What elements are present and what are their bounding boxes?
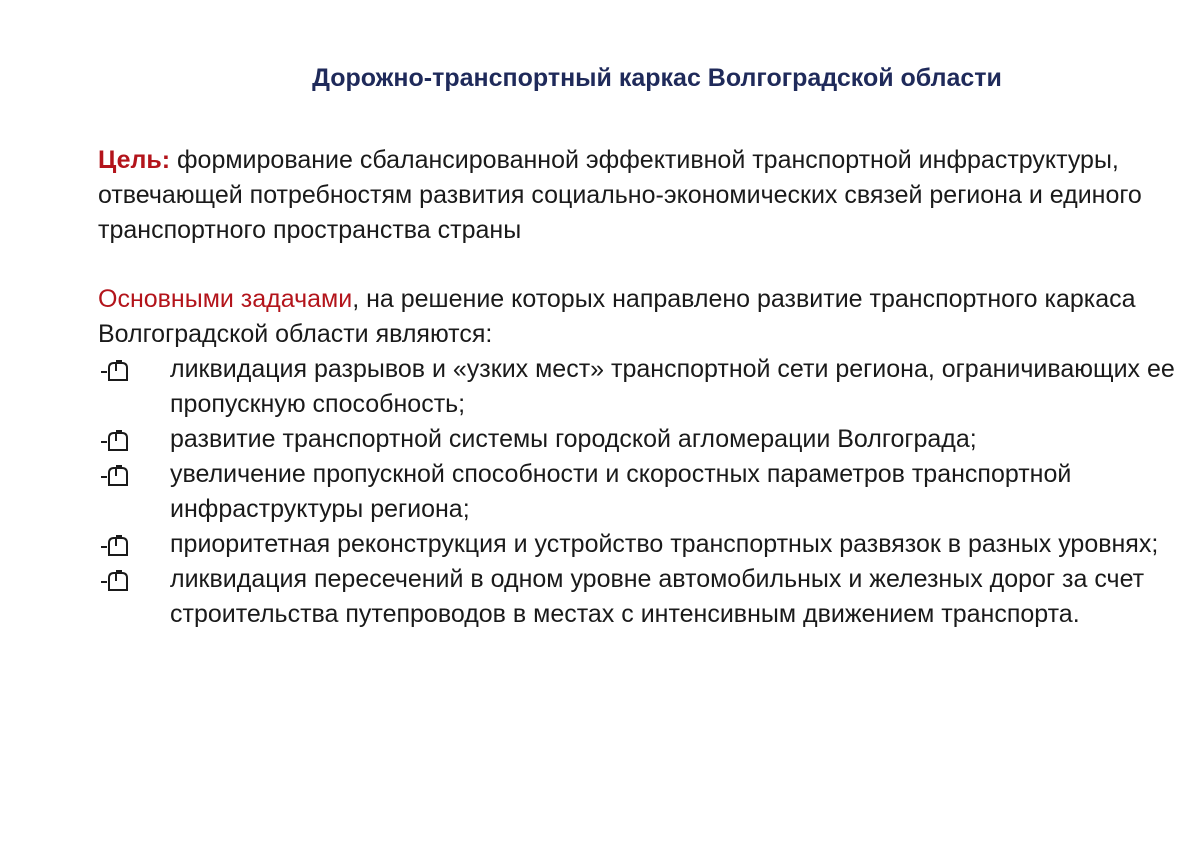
tasks-intro xyxy=(98,282,1178,352)
slide-content xyxy=(98,143,1178,632)
goal-text: формирование сбалансированной эффективной транспортной инфраструктуры, отвечающей потребностям развития социально-экономических связей региона и единого транспортного пространства страны xyxy=(98,146,1142,244)
task-item xyxy=(98,352,1178,422)
tasks-label: Основными задачами xyxy=(98,285,353,313)
task-item xyxy=(98,457,1178,527)
task-item xyxy=(98,527,1178,562)
mailbox-icon xyxy=(98,352,170,387)
task-text: увеличение пропускной способности и скоростных параметров транспортной инфраструктуры региона; xyxy=(170,460,1072,523)
task-text: ликвидация пересечений в одном уровне автомобильных и железных дорог за счет строительства путепроводов в местах с интенсивным движением транспорта. xyxy=(170,565,1145,628)
task-item xyxy=(98,422,1178,457)
task-text: ликвидация разрывов и «узких мест» транспортной сети региона, ограничивающих ее пропускную способность; xyxy=(170,355,1175,418)
task-text: развитие транспортной системы городской агломерации Волгограда; xyxy=(170,425,977,453)
mailbox-icon xyxy=(98,527,170,562)
tasks-intro-text: , на решение которых направлено развитие транспортного каркаса Волгоградской области являются: xyxy=(98,285,1136,348)
page-title: Дорожно-транспортный каркас Волгоградской области xyxy=(312,64,1002,92)
mailbox-icon xyxy=(98,457,170,492)
mailbox-icon xyxy=(98,422,170,457)
goal-label: Цель: xyxy=(98,146,171,174)
goal-paragraph xyxy=(98,143,1178,248)
task-item xyxy=(98,562,1178,632)
task-text: приоритетная реконструкция и устройство транспортных развязок в разных уровнях; xyxy=(170,530,1159,558)
mailbox-icon xyxy=(98,562,170,597)
